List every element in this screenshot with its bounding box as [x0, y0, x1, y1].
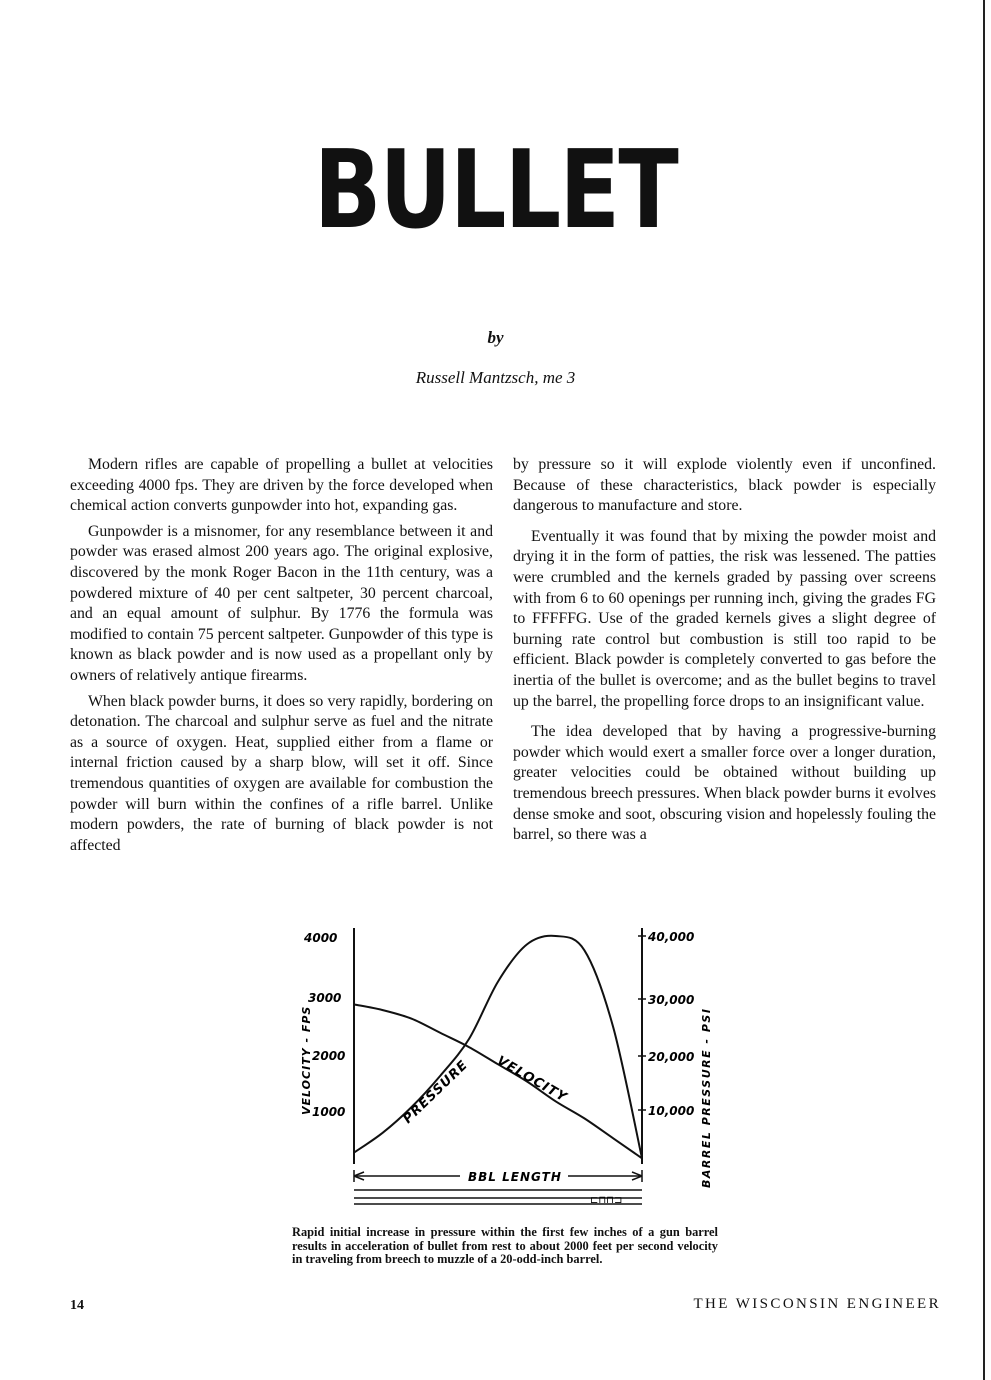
y-tick-label: 2000 — [312, 1049, 346, 1063]
velocity-curve-label: VELOCITY — [494, 1053, 570, 1106]
y-right-axis-title: BARREL PRESSURE - PSI — [700, 1007, 713, 1188]
figure-caption: Rapid initial increase in pressure within the first few inches of a gun barrel results in acceleration of bullet from rest to about 2000 feet per second velocity in traveling from breech to muzzle of a 20-odd-inch barrel. — [292, 1225, 718, 1267]
paragraph: When black powder burns, it does so very rapidly, bordering on detonation. The charcoal and sulphur serve as fuel and the nitrate as a source of oxygen. Heat, supplied either from a flame or internal friction caused by a sharp blow, will set it off. Since tremendous quantities of oxygen are available for combustion the powder will burn within the confines of a rifle barrel. Unlike modern powders, the rate of burning of black powder is not affected — [70, 692, 493, 854]
y-right-tick-label: 10,000 — [648, 1104, 695, 1118]
paragraph: The idea developed that by having a progressive-burning powder which would exert a smaller force over a longer duration, greater velocities could be obtained without building up tremendous breech pressures. When black powder burns it evolves dense smoke and soot, obscuring vision and hopelessly fouling the barrel, so there was a — [513, 723, 936, 844]
y-tick-label: 4000 — [304, 931, 338, 945]
paragraph: Modern rifles are capable of propelling a bullet at velocities exceeding 4000 fps. They are driven by the force developed when chemical action converts gunpowder into hot, expanding gas. — [70, 456, 493, 515]
page-number: 14 — [70, 1298, 84, 1313]
article-title: BULLET — [313, 128, 678, 253]
y-right-tick-label: 20,000 — [648, 1050, 695, 1064]
chart-svg — [290, 920, 730, 1220]
page-edge-line — [983, 0, 985, 1380]
publication-name: THE WISCONSIN ENGINEER — [693, 1296, 941, 1312]
pressure-curve-label: PRESSURE — [400, 1057, 472, 1127]
velocity-curve — [354, 1004, 642, 1158]
right-column — [513, 455, 936, 851]
y-right-tick-label: 30,000 — [648, 993, 695, 1007]
y-axis-title: VELOCITY - FPS — [300, 1005, 313, 1115]
x-axis-title: BBL LENGTH — [468, 1170, 562, 1184]
velocity-pressure-chart — [290, 920, 730, 1220]
y-tick-label: 3000 — [308, 991, 342, 1005]
y-tick-label: 1000 — [312, 1105, 346, 1119]
y-right-tick-label: 40,000 — [648, 930, 695, 944]
pressure-curve — [354, 936, 642, 1159]
paragraph: by pressure so it will explode violently even if unconfined. Because of these characteristics, black powder is especially dangerous to manufacture and store. — [513, 456, 936, 515]
barrel-mark: ⊏⊓⊓⊐ — [590, 1195, 623, 1206]
byline-author: Russell Mantzsch, me 3 — [415, 368, 576, 387]
byline-by: by — [487, 328, 504, 347]
left-column — [70, 455, 493, 861]
paragraph: Gunpowder is a misnomer, for any resemblance between it and powder was erased almost 200 years ago. The original explosive, discovered by the monk Roger Bacon in the 11th century, was a powdered mixture of 40 per cent saltpeter, 30 percent charcoal, and an equal amount of sulphur. By 1776 the formula was modified to contain 75 percent saltpeter. Gunpowder of this type is known as black powder and is now used as a propellant only by owners of relatively antique firearms. — [70, 522, 493, 684]
paragraph: Eventually it was found that by mixing the powder moist and drying it in the form of patties, the risk was lessened. The patties were crumbled and the kernels graded by passing over screens with from 6 to 60 openings per running inch, giving the grades FG to FFFFFG. Use of the graded kernels gives a slight degree of burning rate control but combustion is still too rapid to be efficient. Black powder is completely converted to gas before the inertia of the bullet is overcome; and as the bullet begins to travel up the barrel, the propelling force drops to an insignificant value. — [513, 527, 936, 710]
